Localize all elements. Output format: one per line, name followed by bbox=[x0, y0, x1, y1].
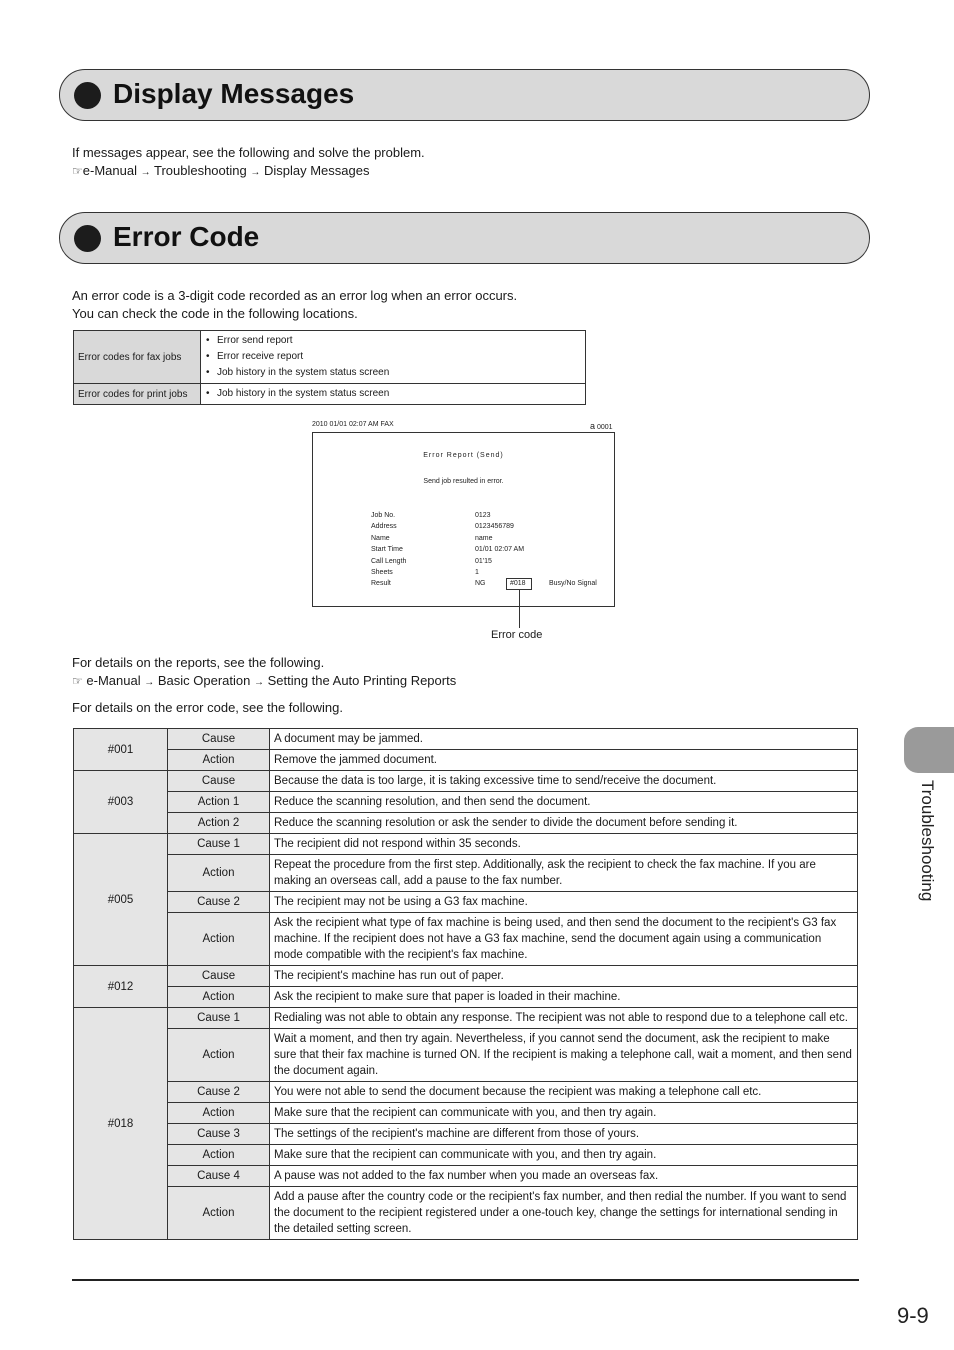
report-header-left: 2010 01/01 02:07 AM FAX bbox=[312, 421, 394, 428]
table-row bbox=[74, 1124, 858, 1145]
error-code-highlight bbox=[506, 578, 532, 590]
error-report-sample bbox=[312, 432, 615, 607]
table-row bbox=[74, 771, 858, 792]
report-field-label: Sheets bbox=[371, 569, 393, 576]
error-kind-cell: Cause bbox=[168, 966, 270, 987]
error-description-cell: Add a pause after the country code or the recipient's fax number, and then redial the number. If you want to send the document to the recipient registered under a one-touch key, change the settings for international sending in the detailed setting screen. bbox=[270, 1187, 858, 1240]
table-row bbox=[74, 1103, 858, 1124]
error-kind-cell: Action bbox=[168, 750, 270, 771]
table-row bbox=[74, 792, 858, 813]
table-row bbox=[74, 834, 858, 855]
arrow-icon: → bbox=[253, 677, 264, 688]
arrow-icon: → bbox=[144, 677, 155, 688]
section-header-display-messages bbox=[59, 69, 870, 121]
table-row bbox=[74, 750, 858, 771]
table-row bbox=[74, 729, 858, 750]
reports-ref[interactable]: ☞ e-Manual → Basic Operation → Setting the Auto Printing Reports bbox=[72, 673, 457, 688]
report-field-value: 01/01 02:07 AM bbox=[475, 546, 525, 553]
error-code-cell: #012 bbox=[74, 966, 168, 1008]
error-code-intro-1: An error code is a 3-digit code recorded as an error log when an error occurs. bbox=[72, 288, 518, 303]
error-kind-cell: Action bbox=[168, 855, 270, 892]
footer-rule bbox=[72, 1279, 859, 1281]
error-kind-cell: Action bbox=[168, 913, 270, 966]
error-kind-cell: Cause 2 bbox=[168, 1082, 270, 1103]
page-icon: a bbox=[590, 421, 596, 431]
error-description-cell: Because the data is too large, it is taking excessive time to send/receive the document. bbox=[270, 771, 858, 792]
error-description-cell: A document may be jammed. bbox=[270, 729, 858, 750]
table-row bbox=[74, 384, 586, 405]
error-kind-cell: Cause 1 bbox=[168, 1008, 270, 1029]
error-code-cell: #005 bbox=[74, 834, 168, 966]
location-items bbox=[201, 384, 586, 405]
report-result-detail: Busy/No Signal bbox=[549, 580, 597, 587]
list-item: • Job history in the system status screen bbox=[205, 365, 581, 381]
table-row bbox=[74, 966, 858, 987]
report-field-label: Job No. bbox=[371, 512, 396, 519]
location-items bbox=[201, 331, 586, 384]
section-title: Display Messages bbox=[113, 78, 355, 109]
error-kind-cell: Action bbox=[168, 1187, 270, 1240]
report-result-value: NG bbox=[475, 580, 486, 587]
error-code-table bbox=[73, 728, 858, 1240]
table-row bbox=[74, 1145, 858, 1166]
pointing-hand-icon: ☞ bbox=[72, 674, 83, 688]
error-description-cell: Remove the jammed document. bbox=[270, 750, 858, 771]
table-row bbox=[74, 1029, 858, 1082]
error-description-cell: Wait a moment, and then try again. Nevertheless, if you cannot send the document, ask the recipient to make sure that their fax machine is turned ON. If the recipient is making a telephone call, wait a moment, and then send the document again. bbox=[270, 1029, 858, 1082]
bullet-icon bbox=[74, 82, 101, 109]
report-subtitle: Send job resulted in error. bbox=[423, 478, 504, 485]
error-kind-cell: Action bbox=[168, 1145, 270, 1166]
table-row bbox=[74, 1187, 858, 1240]
table-row bbox=[74, 913, 858, 966]
location-label: Error codes for print jobs bbox=[74, 384, 201, 405]
table-row bbox=[74, 892, 858, 913]
table-row bbox=[74, 855, 858, 892]
error-description-cell: Ask the recipient to make sure that paper is loaded in their machine. bbox=[270, 987, 858, 1008]
error-description-cell: Make sure that the recipient can communicate with you, and then try again. bbox=[270, 1145, 858, 1166]
error-kind-cell: Action bbox=[168, 1029, 270, 1082]
list-item: • Error send report bbox=[205, 333, 581, 349]
table-row bbox=[74, 331, 586, 384]
error-code-cell: #018 bbox=[74, 1008, 168, 1240]
display-messages-ref[interactable]: ☞e-Manual → Troubleshooting → Display Messages bbox=[72, 163, 370, 178]
display-messages-intro: If messages appear, see the following and solve the problem. bbox=[72, 145, 425, 160]
pointing-hand-icon: ☞ bbox=[72, 164, 83, 178]
chapter-tab[interactable] bbox=[904, 727, 954, 773]
error-description-cell: Ask the recipient what type of fax machine is being used, and then send the document to the recipient's G3 fax machine. If the recipient does not have a G3 fax machine, send the document again using a communication mode compatible with the recipient's fax machine. bbox=[270, 913, 858, 966]
reports-details-text: For details on the reports, see the following. bbox=[72, 655, 325, 670]
location-label: Error codes for fax jobs bbox=[74, 331, 201, 384]
table-row bbox=[74, 987, 858, 1008]
bullet-icon bbox=[74, 225, 101, 252]
list-item: • Job history in the system status screen bbox=[205, 386, 581, 402]
error-code-cell: #003 bbox=[74, 771, 168, 834]
error-kind-cell: Action bbox=[168, 1103, 270, 1124]
error-kind-cell: Action 1 bbox=[168, 792, 270, 813]
report-field-value: 0123 bbox=[475, 512, 491, 519]
table-row bbox=[74, 1166, 858, 1187]
table-row bbox=[74, 1008, 858, 1029]
error-description-cell: The recipient did not respond within 35 seconds. bbox=[270, 834, 858, 855]
table-row bbox=[74, 1082, 858, 1103]
report-field-label: Start Time bbox=[371, 546, 403, 553]
report-field-value: 1 bbox=[475, 569, 479, 576]
chapter-label: Troubleshooting bbox=[918, 780, 937, 902]
error-description-cell: The recipient may not be using a G3 fax machine. bbox=[270, 892, 858, 913]
error-description-cell: Redialing was not able to obtain any response. The recipient was not able to respond due to a telephone call etc. bbox=[270, 1008, 858, 1029]
report-field-value: 01'15 bbox=[475, 558, 492, 565]
error-kind-cell: Cause 4 bbox=[168, 1166, 270, 1187]
error-description-cell: A pause was not added to the fax number when you made an overseas fax. bbox=[270, 1166, 858, 1187]
callout-line bbox=[519, 590, 520, 628]
arrow-icon: → bbox=[140, 167, 151, 178]
arrow-icon: → bbox=[250, 167, 261, 178]
error-description-cell: You were not able to send the document because the recipient was making a telephone call etc. bbox=[270, 1082, 858, 1103]
report-result-label: Result bbox=[371, 580, 391, 587]
callout-label: Error code bbox=[491, 629, 543, 641]
report-title: Error Report (Send) bbox=[423, 452, 504, 459]
report-field-label: Address bbox=[371, 523, 397, 530]
error-kind-cell: Cause bbox=[168, 729, 270, 750]
error-kind-cell: Action bbox=[168, 987, 270, 1008]
error-description-cell: The settings of the recipient's machine are different from those of yours. bbox=[270, 1124, 858, 1145]
error-description-cell: The recipient's machine has run out of paper. bbox=[270, 966, 858, 987]
list-item: • Error receive report bbox=[205, 349, 581, 365]
error-description-cell: Reduce the scanning resolution, and then send the document. bbox=[270, 792, 858, 813]
error-description-cell: Make sure that the recipient can communicate with you, and then try again. bbox=[270, 1103, 858, 1124]
section-header-error-code bbox=[59, 212, 870, 264]
report-header-right: a 0001 bbox=[590, 421, 613, 431]
page-number: 9-9 bbox=[897, 1303, 929, 1328]
locations-table bbox=[73, 330, 586, 405]
error-description-cell: Reduce the scanning resolution or ask the sender to divide the document before sending it. bbox=[270, 813, 858, 834]
error-kind-cell: Cause 2 bbox=[168, 892, 270, 913]
report-field-label: Call Length bbox=[371, 558, 407, 565]
error-kind-cell: Cause 3 bbox=[168, 1124, 270, 1145]
section-title: Error Code bbox=[113, 221, 260, 252]
error-code-intro-2: You can check the code in the following locations. bbox=[72, 306, 358, 321]
error-kind-cell: Action 2 bbox=[168, 813, 270, 834]
table-row bbox=[74, 813, 858, 834]
report-field-value: 0123456789 bbox=[475, 523, 514, 530]
report-field-value: name bbox=[475, 535, 493, 542]
error-kind-cell: Cause 1 bbox=[168, 834, 270, 855]
error-code-cell: #001 bbox=[74, 729, 168, 771]
errorcode-details-text: For details on the error code, see the following. bbox=[72, 700, 343, 715]
report-result-code: #018 bbox=[510, 580, 526, 587]
error-kind-cell: Cause bbox=[168, 771, 270, 792]
error-description-cell: Repeat the procedure from the first step. Additionally, ask the recipient to check the fax machine. If you are making an overseas call, add a pause to the fax number. bbox=[270, 855, 858, 892]
report-field-label: Name bbox=[371, 535, 390, 542]
